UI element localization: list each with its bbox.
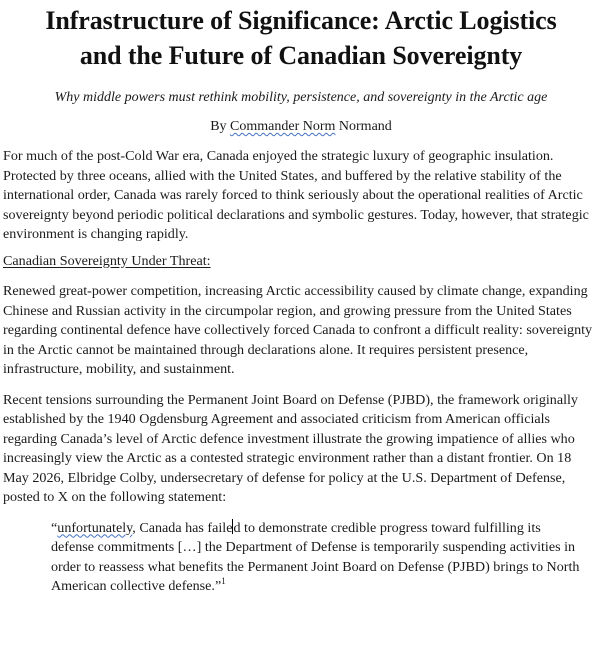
byline-author-rest: Normand [335,119,392,134]
quote-text-part-2: d to demonstrate credible progress toward fulfilling its defense commitments […] the Department of Defense is temporarily suspending activities in order to reassess what benefits the Permanent Joint Board on Defense (PJBD) brings to North American collective defense.” [51,519,580,594]
paragraph-3: Recent tensions surrounding the Permanent Joint Board on Defense (PJBD), the framework originally established by the 1940 Ogdensburg Agreement and associated criticism from American officials regarding Canada’s level of Arctic defence investment illustrate the growing impatience of allies who increasingly view the Arctic as a contested strategic environment rather than a distant frontier. On 18 May 2026, Elbridge Colby, undersecretary of defense for policy at the U.S. Department of Defense, posted to X on the following statement: [3,391,578,505]
article-body [0,147,602,597]
quote-text-part-1: , Canada has faile [132,519,233,536]
footnote-marker[interactable]: 1 [221,576,226,586]
byline-prefix: By [210,119,231,134]
quote-open-mark: “ [51,519,58,536]
quote-spellcheck-flag[interactable]: unfortunately [57,519,133,536]
byline [0,118,602,136]
article-subtitle: Why middle powers must rethink mobility, persistence, and sovereignty in the Arctic age [54,90,548,105]
block-quote [51,519,599,597]
paragraph-2: Renewed great-power competition, increasing Arctic accessibility caused by climate change, expanding Chinese and Russian activity in the circumpolar region, and growing pressure from the United States regarding continental defence have collectively forced Canada to confront a difficult reality: sovereignty in the Arctic cannot be maintained through declarations alone. It requires persistent presence, infrastructure, mobility, and sustainment. [3,283,593,377]
section-heading: Canadian Sovereignty Under Threat: [3,252,211,269]
article-title [0,3,602,73]
title-line-1: Infrastructure of Significance: Arctic Logistics [45,6,557,35]
byline-author-spellcheck-flag[interactable]: Commander Norm [230,119,336,134]
title-line-2: and the Future of Canadian Sovereignty [79,41,523,70]
paragraph-1: For much of the post-Cold War era, Canada enjoyed the strategic luxury of geographic insulation. Protected by three oceans, allied with the United States, and buffered by the relative stability of the international order, Canada was rarely forced to think seriously about the operational realities of Arctic sovereignty beyond periodic political declarations and symbolic gestures. Today, however, that strategic environment is changing rapidly. [3,148,589,242]
